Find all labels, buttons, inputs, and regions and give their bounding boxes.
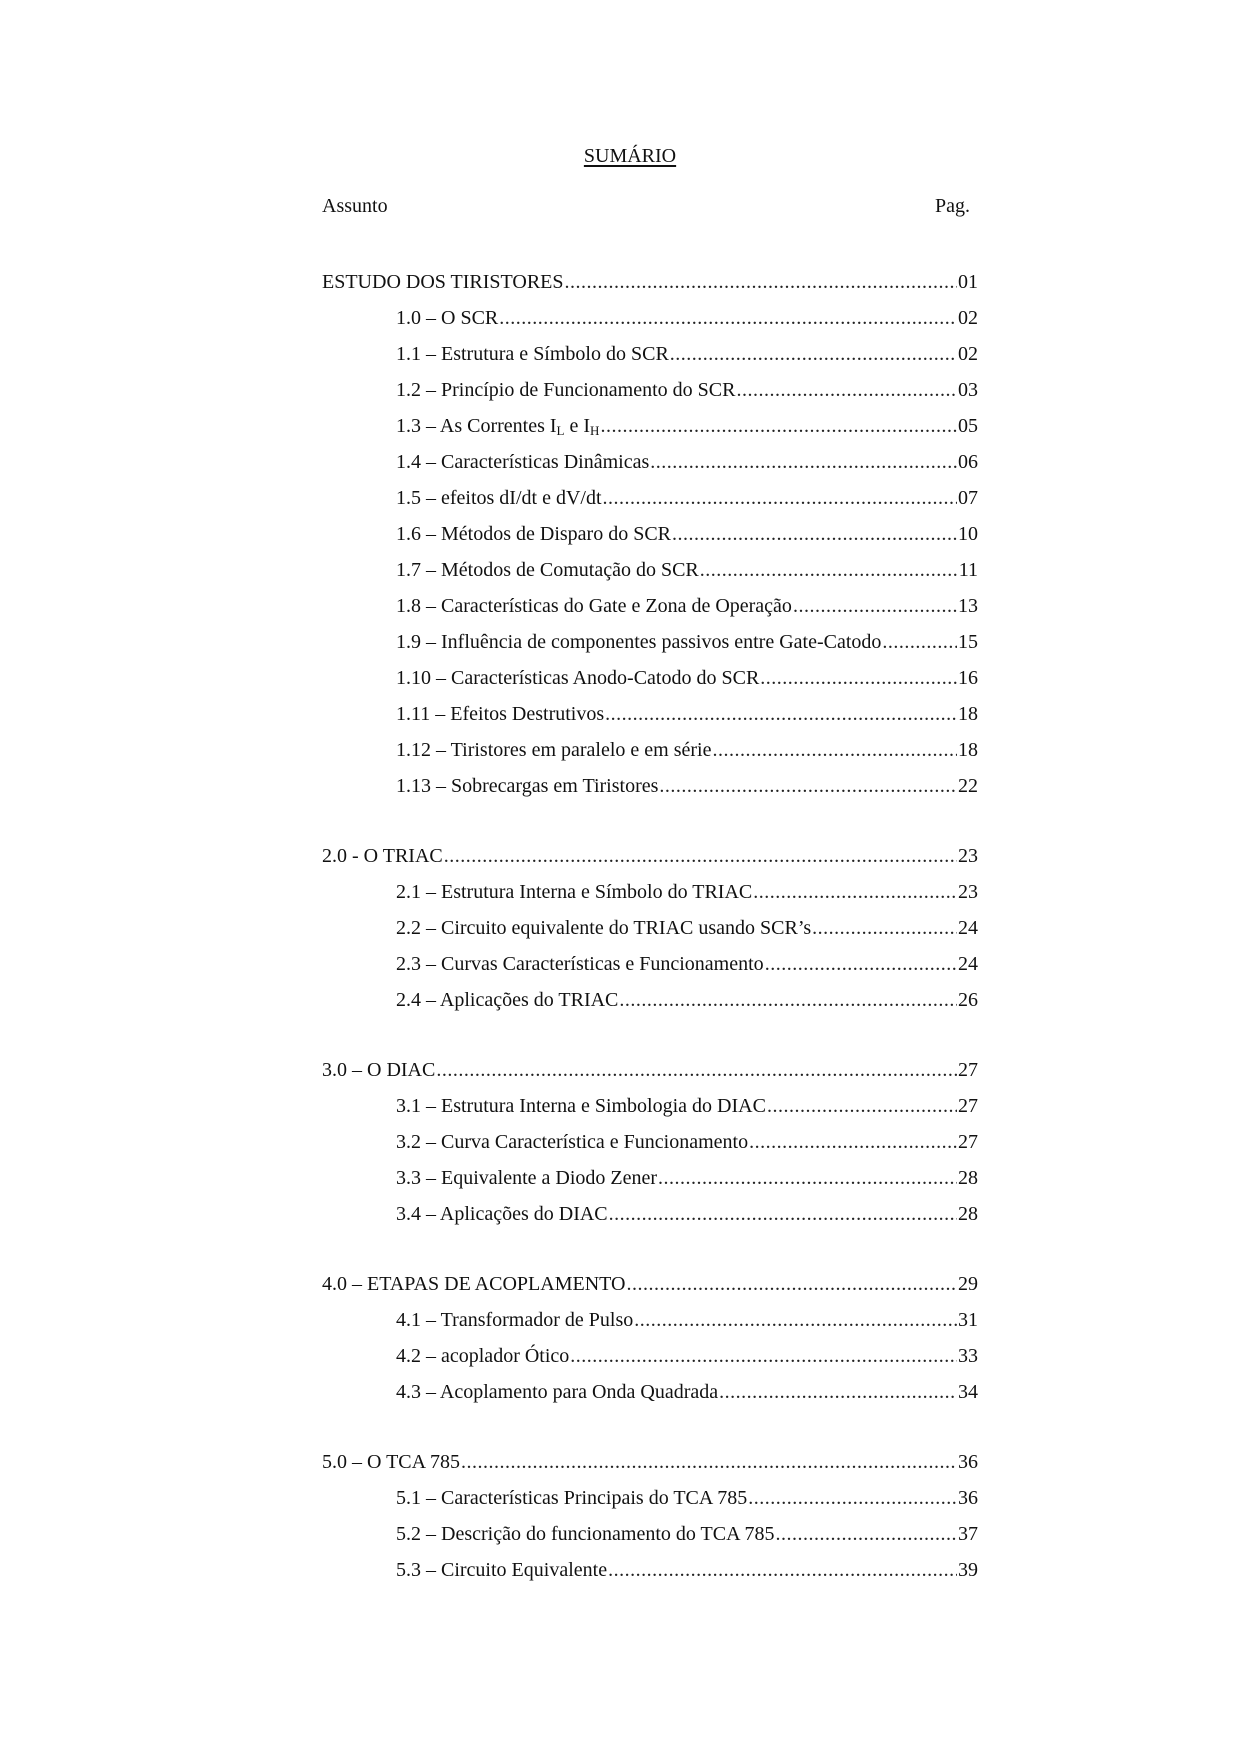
toc-entry-row — [396, 372, 978, 408]
toc-entry-row — [396, 300, 978, 336]
dot-leader — [659, 768, 957, 804]
toc-entry-label-text: ESTUDO DOS TIRISTORES — [322, 271, 564, 293]
toc-entry-row — [396, 1374, 978, 1410]
toc-entry-label-text: 3.0 – O DIAC — [322, 1059, 436, 1081]
toc-entry-label — [396, 1302, 634, 1338]
toc-entry-label-text: 1.12 – Tiristores em paralelo e em série — [396, 739, 712, 761]
toc-entry-page-number: 01 — [958, 271, 978, 293]
toc-entry-label — [322, 1266, 626, 1302]
toc-entry — [0, 1338, 1240, 1374]
toc-entry — [0, 588, 1240, 624]
toc-entry-page-number: 11 — [958, 559, 978, 581]
toc-entry-label — [396, 910, 812, 946]
dot-leader — [609, 1196, 957, 1232]
toc-entry-label — [396, 1516, 775, 1552]
toc-entry-row — [396, 1160, 978, 1196]
toc-entry-label — [396, 874, 753, 910]
toc-entry-label-text: 2.0 - O TRIAC — [322, 845, 443, 867]
toc-entry-label-text: 1.10 – Características Anodo-Catodo do SCR — [396, 667, 760, 689]
toc-entry-row — [396, 336, 978, 372]
toc-entry-label-text: 5.1 – Características Principais do TCA 785 — [396, 1487, 748, 1509]
toc-entry-page-number: 03 — [958, 379, 978, 401]
toc-entry — [0, 1516, 1240, 1552]
toc-entry — [0, 516, 1240, 552]
toc-entry-label-text: 1.13 – Sobrecargas em Tiristores — [396, 775, 659, 797]
toc-entry-row — [396, 1516, 978, 1552]
toc-entry — [0, 1160, 1240, 1196]
toc-entry-row — [396, 588, 978, 624]
toc-entry-row — [322, 1266, 978, 1302]
toc-entry-row — [396, 732, 978, 768]
toc-entry-page-number: 26 — [958, 989, 978, 1011]
toc-entry-label-text: 2.3 – Curvas Características e Funcionamento — [396, 953, 764, 975]
toc-entry-row — [322, 1444, 978, 1480]
toc-entry-label — [396, 444, 650, 480]
toc-entry-label-text: 1.3 – As Correntes I — [396, 415, 557, 437]
page-column-header: Pag. — [935, 195, 970, 217]
toc-entry-page-number: 31 — [958, 1309, 978, 1331]
toc-entry-row — [396, 1124, 978, 1160]
toc-entry — [0, 480, 1240, 516]
toc-entry-row — [396, 1088, 978, 1124]
dot-leader — [713, 732, 958, 768]
dot-leader — [700, 552, 958, 588]
toc-entry — [0, 660, 1240, 696]
toc-entry — [0, 1088, 1240, 1124]
dot-leader — [461, 1444, 957, 1480]
toc-entry-label — [396, 336, 670, 372]
toc-entry-label — [396, 300, 499, 336]
toc-entry-page-number: 02 — [958, 343, 978, 365]
toc-entry-row — [396, 768, 978, 804]
toc-entry — [0, 768, 1240, 804]
toc-entry-label-text: 3.4 – Aplicações do DIAC — [396, 1203, 608, 1225]
dot-leader — [812, 910, 957, 946]
toc-entry-page-number: 07 — [958, 487, 978, 509]
toc-entry — [0, 336, 1240, 372]
toc-entry-page-number: 06 — [958, 451, 978, 473]
toc-entry-page-number: 13 — [958, 595, 978, 617]
toc-entry-label-text: 2.2 – Circuito equivalente do TRIAC usando SCR’s — [396, 917, 812, 939]
toc-entry-label-text: 2.1 – Estrutura Interna e Símbolo do TRIAC — [396, 881, 753, 903]
dot-leader — [882, 624, 957, 660]
dot-leader — [670, 336, 957, 372]
dot-leader — [775, 1516, 957, 1552]
toc-entry — [0, 1052, 1240, 1088]
toc-entry-page-number: 36 — [958, 1487, 978, 1509]
dot-leader — [603, 480, 957, 516]
dot-leader — [736, 372, 957, 408]
toc-entry-label-text: 1.11 – Efeitos Destrutivos — [396, 703, 605, 725]
toc-entry-row — [396, 516, 978, 552]
toc-entry-row — [396, 874, 978, 910]
toc-entry-row — [396, 552, 978, 588]
toc-entry-label-text: 1.5 – efeitos dI/dt e dV/dt — [396, 487, 602, 509]
dot-leader — [444, 838, 957, 874]
toc-entry-label-text: 1.2 – Princípio de Funcionamento do SCR — [396, 379, 736, 401]
toc-entry-page-number: 28 — [958, 1167, 978, 1189]
toc-entry-label — [322, 264, 565, 300]
toc-entry-label — [396, 768, 659, 804]
toc-entry-page-number: 28 — [958, 1203, 978, 1225]
dot-leader — [753, 874, 957, 910]
toc-entry-label — [396, 1196, 609, 1232]
toc-entry-page-number: 36 — [958, 1451, 978, 1473]
toc-entry-label — [396, 516, 672, 552]
toc-entry-label — [396, 408, 600, 444]
toc-entry — [0, 408, 1240, 444]
subject-column-header: Assunto — [322, 195, 388, 217]
toc-entry-page-number: 10 — [958, 523, 978, 545]
toc-entry-label-text: 1.4 – Características Dinâmicas — [396, 451, 650, 473]
toc-entry — [0, 264, 1240, 300]
toc-entry-page-number: 15 — [958, 631, 978, 653]
toc-entry-label — [396, 480, 603, 516]
toc-entry-subscript: H — [590, 423, 600, 438]
dot-leader — [619, 982, 957, 1018]
dot-leader — [672, 516, 957, 552]
toc-entry — [0, 1266, 1240, 1302]
dot-leader — [749, 1124, 957, 1160]
toc-entry-label — [396, 1338, 570, 1374]
toc-entry-subscript: L — [556, 423, 565, 438]
toc-entry-label — [322, 1444, 461, 1480]
toc-entry-label-text: 4.1 – Transformador de Pulso — [396, 1309, 634, 1331]
toc-entry — [0, 946, 1240, 982]
toc-entry-label — [396, 732, 713, 768]
toc-entry — [0, 372, 1240, 408]
dot-leader — [634, 1302, 957, 1338]
toc-entry — [0, 552, 1240, 588]
toc-entry-label-text: 1.7 – Métodos de Comutação do SCR — [396, 559, 699, 581]
toc-entry — [0, 624, 1240, 660]
toc-entry-label-text: 1.0 – O SCR — [396, 307, 499, 329]
toc-entry-label — [396, 588, 793, 624]
toc-entry-label — [396, 552, 700, 588]
toc-entry — [0, 696, 1240, 732]
toc-entry — [0, 1302, 1240, 1338]
toc-entry-label-text: e I — [564, 415, 591, 437]
toc-entry-page-number: 39 — [958, 1559, 978, 1581]
toc-entry-label — [322, 1052, 436, 1088]
toc-entry-label-text: 3.2 – Curva Característica e Funcionamento — [396, 1131, 749, 1153]
toc-entry-page-number: 18 — [958, 703, 978, 725]
toc-entry-label — [396, 660, 760, 696]
toc-entry-row — [396, 982, 978, 1018]
toc-entry-page-number: 05 — [958, 415, 978, 437]
toc-entry-label-text: 4.3 – Acoplamento para Onda Quadrada — [396, 1381, 719, 1403]
toc-entry — [0, 1444, 1240, 1480]
dot-leader — [436, 1052, 957, 1088]
toc-entry-row — [396, 946, 978, 982]
toc-entry — [0, 1374, 1240, 1410]
page-title: SUMÁRIO — [583, 145, 677, 167]
toc-entry-row — [396, 444, 978, 480]
toc-entry-label — [396, 982, 619, 1018]
toc-entry-row — [396, 1552, 978, 1588]
toc-entry — [0, 910, 1240, 946]
toc-entry-label-text: 4.0 – ETAPAS DE ACOPLAMENTO — [322, 1273, 626, 1295]
toc-entry-row — [396, 480, 978, 516]
dot-leader — [748, 1480, 957, 1516]
toc-entry — [0, 1196, 1240, 1232]
toc-entry-label — [396, 1480, 748, 1516]
toc-entry-row — [322, 264, 978, 300]
toc-entry — [0, 874, 1240, 910]
toc-entry-page-number: 16 — [958, 667, 978, 689]
toc-entry-page-number: 27 — [958, 1131, 978, 1153]
toc-entry — [0, 444, 1240, 480]
toc-entry-page-number: 24 — [958, 953, 978, 975]
toc-entry-label — [322, 838, 444, 874]
dot-leader — [767, 1088, 957, 1124]
toc-entry-label-text: 3.1 – Estrutura Interna e Simbologia do DIAC — [396, 1095, 766, 1117]
toc-entry-label-text: 4.2 – acoplador Ótico — [396, 1345, 570, 1367]
toc-entry-row — [322, 838, 978, 874]
dot-leader — [719, 1374, 957, 1410]
toc-entry — [0, 1124, 1240, 1160]
dot-leader — [793, 588, 957, 624]
toc-entry-label — [396, 624, 882, 660]
dot-leader — [565, 264, 957, 300]
table-of-contents — [0, 264, 1240, 1588]
toc-entry-row — [396, 910, 978, 946]
toc-entry-page-number: 37 — [958, 1523, 978, 1545]
toc-entry-row — [396, 408, 978, 444]
toc-entry-row — [396, 1302, 978, 1338]
toc-entry-page-number: 24 — [958, 917, 978, 939]
toc-entry-row — [322, 1052, 978, 1088]
dot-leader — [658, 1160, 957, 1196]
toc-entry-label-text: 2.4 – Aplicações do TRIAC — [396, 989, 619, 1011]
toc-entry-page-number: 18 — [958, 739, 978, 761]
toc-entry-label — [396, 1160, 658, 1196]
dot-leader — [765, 946, 957, 982]
dot-leader — [760, 660, 957, 696]
toc-entry-page-number: 29 — [958, 1273, 978, 1295]
toc-entry-page-number: 22 — [958, 775, 978, 797]
toc-entry-label — [396, 372, 736, 408]
toc-entry — [0, 838, 1240, 874]
toc-entry-page-number: 27 — [958, 1059, 978, 1081]
toc-entry-label-text: 1.8 – Características do Gate e Zona de Operação — [396, 595, 792, 617]
toc-entry-label-text: 1.9 – Influência de componentes passivos entre Gate-Catodo — [396, 631, 882, 653]
toc-entry-label — [396, 1088, 767, 1124]
toc-entry-label — [396, 946, 765, 982]
dot-leader — [600, 408, 957, 444]
toc-entry-row — [396, 1338, 978, 1374]
dot-leader — [650, 444, 957, 480]
toc-entry-row — [396, 1196, 978, 1232]
toc-entry — [0, 1480, 1240, 1516]
toc-entry-page-number: 23 — [958, 881, 978, 903]
dot-leader — [499, 300, 957, 336]
toc-entry-row — [396, 1480, 978, 1516]
toc-entry-label — [396, 696, 605, 732]
toc-entry-label-text: 5.2 – Descrição do funcionamento do TCA 785 — [396, 1523, 775, 1545]
toc-entry-label — [396, 1374, 719, 1410]
toc-entry-page-number: 02 — [958, 307, 978, 329]
toc-entry-row — [396, 660, 978, 696]
toc-entry-page-number: 23 — [958, 845, 978, 867]
toc-entry-label-text: 3.3 – Equivalente a Diodo Zener — [396, 1167, 658, 1189]
toc-entry — [0, 1552, 1240, 1588]
toc-entry — [0, 300, 1240, 336]
toc-entry — [0, 732, 1240, 768]
toc-entry-label-text: 5.3 – Circuito Equivalente — [396, 1559, 608, 1581]
toc-entry-page-number: 27 — [958, 1095, 978, 1117]
dot-leader — [626, 1266, 957, 1302]
toc-entry-label-text: 5.0 – O TCA 785 — [322, 1451, 460, 1473]
dot-leader — [570, 1338, 957, 1374]
toc-entry-label — [396, 1124, 749, 1160]
toc-entry-row — [396, 696, 978, 732]
dot-leader — [608, 1552, 957, 1588]
dot-leader — [605, 696, 957, 732]
toc-entry-label — [396, 1552, 608, 1588]
toc-entry-page-number: 33 — [958, 1345, 978, 1367]
toc-entry-page-number: 34 — [958, 1381, 978, 1403]
toc-entry-label-text: 1.6 – Métodos de Disparo do SCR — [396, 523, 671, 545]
toc-entry-row — [396, 624, 978, 660]
toc-entry — [0, 982, 1240, 1018]
toc-entry-label-text: 1.1 – Estrutura e Símbolo do SCR — [396, 343, 669, 365]
